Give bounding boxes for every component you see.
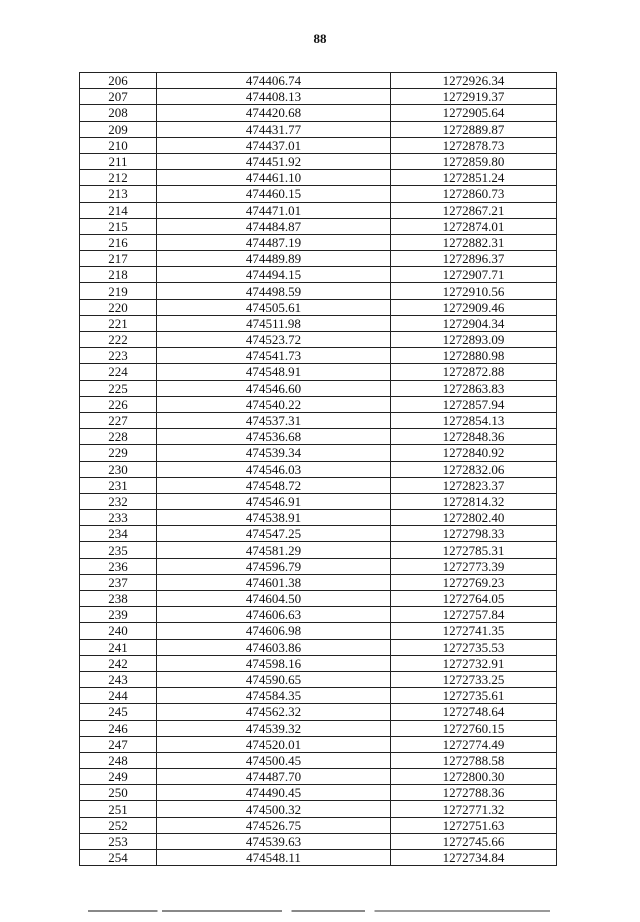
point-number-cell: 241 [80,639,157,655]
y-coordinate-cell: 1272733.25 [391,671,557,687]
point-number-cell: 235 [80,542,157,558]
table-row [80,510,557,526]
point-number-cell: 231 [80,477,157,493]
point-number-cell: 251 [80,801,157,817]
x-coordinate-cell: 474420.68 [157,105,391,121]
x-coordinate-cell: 474520.01 [157,736,391,752]
table-row [80,267,557,283]
x-coordinate-cell: 474498.59 [157,283,391,299]
point-number-cell: 223 [80,348,157,364]
x-coordinate-cell: 474546.60 [157,380,391,396]
table-row [80,785,557,801]
table-row [80,299,557,315]
point-number-cell: 247 [80,736,157,752]
point-number-cell: 212 [80,170,157,186]
y-coordinate-cell: 1272735.53 [391,639,557,655]
y-coordinate-cell: 1272771.32 [391,801,557,817]
x-coordinate-cell: 474541.73 [157,348,391,364]
y-coordinate-cell: 1272760.15 [391,720,557,736]
y-coordinate-cell: 1272802.40 [391,510,557,526]
x-coordinate-cell: 474500.32 [157,801,391,817]
coordinates-table [79,72,557,866]
y-coordinate-cell: 1272832.06 [391,461,557,477]
point-number-cell: 210 [80,137,157,153]
point-number-cell: 221 [80,315,157,331]
table-row [80,704,557,720]
x-coordinate-cell: 474451.92 [157,153,391,169]
table-row [80,186,557,202]
point-number-cell: 236 [80,558,157,574]
y-coordinate-cell: 1272874.01 [391,218,557,234]
y-coordinate-cell: 1272748.64 [391,704,557,720]
point-number-cell: 252 [80,817,157,833]
point-number-cell: 253 [80,833,157,849]
point-number-cell: 250 [80,785,157,801]
y-coordinate-cell: 1272798.33 [391,526,557,542]
y-coordinate-cell: 1272751.63 [391,817,557,833]
y-coordinate-cell: 1272882.31 [391,234,557,250]
point-number-cell: 245 [80,704,157,720]
table-row [80,251,557,267]
y-coordinate-cell: 1272788.36 [391,785,557,801]
table-row [80,396,557,412]
table-row [80,121,557,137]
x-coordinate-cell: 474603.86 [157,639,391,655]
y-coordinate-cell: 1272872.88 [391,364,557,380]
y-coordinate-cell: 1272919.37 [391,89,557,105]
point-number-cell: 230 [80,461,157,477]
table-row [80,332,557,348]
y-coordinate-cell: 1272734.84 [391,850,557,866]
x-coordinate-cell: 474461.10 [157,170,391,186]
point-number-cell: 237 [80,574,157,590]
point-number-cell: 208 [80,105,157,121]
y-coordinate-cell: 1272814.32 [391,493,557,509]
point-number-cell: 228 [80,429,157,445]
table-row [80,801,557,817]
point-number-cell: 233 [80,510,157,526]
table-row [80,218,557,234]
table-row [80,348,557,364]
y-coordinate-cell: 1272735.61 [391,688,557,704]
table-row [80,591,557,607]
point-number-cell: 217 [80,251,157,267]
y-coordinate-cell: 1272840.92 [391,445,557,461]
table-row [80,817,557,833]
y-coordinate-cell: 1272854.13 [391,412,557,428]
y-coordinate-cell: 1272910.56 [391,283,557,299]
table-row [80,202,557,218]
x-coordinate-cell: 474431.77 [157,121,391,137]
y-coordinate-cell: 1272769.23 [391,574,557,590]
y-coordinate-cell: 1272926.34 [391,73,557,89]
point-number-cell: 254 [80,850,157,866]
x-coordinate-cell: 474500.45 [157,752,391,768]
y-coordinate-cell: 1272774.49 [391,736,557,752]
point-number-cell: 207 [80,89,157,105]
y-coordinate-cell: 1272800.30 [391,769,557,785]
y-coordinate-cell: 1272904.34 [391,315,557,331]
table-row [80,542,557,558]
table-row [80,752,557,768]
y-coordinate-cell: 1272905.64 [391,105,557,121]
table-row [80,623,557,639]
table-row [80,688,557,704]
x-coordinate-cell: 474546.91 [157,493,391,509]
y-coordinate-cell: 1272757.84 [391,607,557,623]
y-coordinate-cell: 1272859.80 [391,153,557,169]
x-coordinate-cell: 474484.87 [157,218,391,234]
x-coordinate-cell: 474460.15 [157,186,391,202]
point-number-cell: 215 [80,218,157,234]
x-coordinate-cell: 474471.01 [157,202,391,218]
point-number-cell: 209 [80,121,157,137]
y-coordinate-cell: 1272785.31 [391,542,557,558]
y-coordinate-cell: 1272860.73 [391,186,557,202]
point-number-cell: 214 [80,202,157,218]
x-coordinate-cell: 474487.19 [157,234,391,250]
table-row [80,639,557,655]
x-coordinate-cell: 474606.98 [157,623,391,639]
table-row [80,380,557,396]
x-coordinate-cell: 474487.70 [157,769,391,785]
x-coordinate-cell: 474539.63 [157,833,391,849]
point-number-cell: 216 [80,234,157,250]
y-coordinate-cell: 1272848.36 [391,429,557,445]
coordinates-table-body [80,73,557,866]
point-number-cell: 222 [80,332,157,348]
table-row [80,137,557,153]
y-coordinate-cell: 1272909.46 [391,299,557,315]
table-row [80,170,557,186]
x-coordinate-cell: 474548.11 [157,850,391,866]
point-number-cell: 242 [80,655,157,671]
x-coordinate-cell: 474581.29 [157,542,391,558]
y-coordinate-cell: 1272823.37 [391,477,557,493]
table-row [80,736,557,752]
x-coordinate-cell: 474536.68 [157,429,391,445]
x-coordinate-cell: 474539.34 [157,445,391,461]
y-coordinate-cell: 1272907.71 [391,267,557,283]
x-coordinate-cell: 474590.65 [157,671,391,687]
point-number-cell: 211 [80,153,157,169]
x-coordinate-cell: 474490.45 [157,785,391,801]
x-coordinate-cell: 474548.72 [157,477,391,493]
point-number-cell: 226 [80,396,157,412]
y-coordinate-cell: 1272878.73 [391,137,557,153]
point-number-cell: 206 [80,73,157,89]
x-coordinate-cell: 474562.32 [157,704,391,720]
point-number-cell: 240 [80,623,157,639]
x-coordinate-cell: 474408.13 [157,89,391,105]
y-coordinate-cell: 1272788.58 [391,752,557,768]
table-row [80,153,557,169]
y-coordinate-cell: 1272764.05 [391,591,557,607]
page-number: 88 [313,31,327,46]
y-coordinate-cell: 1272893.09 [391,332,557,348]
table-row [80,607,557,623]
point-number-cell: 229 [80,445,157,461]
x-coordinate-cell: 474601.38 [157,574,391,590]
point-number-cell: 227 [80,412,157,428]
point-number-cell: 218 [80,267,157,283]
x-coordinate-cell: 474538.91 [157,510,391,526]
table-row [80,315,557,331]
table-row [80,833,557,849]
point-number-cell: 225 [80,380,157,396]
point-number-cell: 224 [80,364,157,380]
x-coordinate-cell: 474526.75 [157,817,391,833]
table-row [80,558,557,574]
x-coordinate-cell: 474406.74 [157,73,391,89]
table-row [80,477,557,493]
y-coordinate-cell: 1272867.21 [391,202,557,218]
point-number-cell: 213 [80,186,157,202]
point-number-cell: 238 [80,591,157,607]
table-row [80,105,557,121]
table-row [80,234,557,250]
table-row [80,445,557,461]
point-number-cell: 232 [80,493,157,509]
x-coordinate-cell: 474505.61 [157,299,391,315]
y-coordinate-cell: 1272889.87 [391,121,557,137]
table-row [80,493,557,509]
table-row [80,671,557,687]
table-row [80,850,557,866]
table-row [80,769,557,785]
table-row [80,364,557,380]
x-coordinate-cell: 474547.25 [157,526,391,542]
point-number-cell: 248 [80,752,157,768]
point-number-cell: 239 [80,607,157,623]
x-coordinate-cell: 474494.15 [157,267,391,283]
y-coordinate-cell: 1272745.66 [391,833,557,849]
y-coordinate-cell: 1272896.37 [391,251,557,267]
table-row [80,574,557,590]
x-coordinate-cell: 474548.91 [157,364,391,380]
x-coordinate-cell: 474606.63 [157,607,391,623]
point-number-cell: 219 [80,283,157,299]
x-coordinate-cell: 474437.01 [157,137,391,153]
table-row [80,89,557,105]
table-row [80,429,557,445]
footer-rule [88,910,550,912]
table-row [80,655,557,671]
x-coordinate-cell: 474489.89 [157,251,391,267]
x-coordinate-cell: 474598.16 [157,655,391,671]
table-row [80,283,557,299]
y-coordinate-cell: 1272857.94 [391,396,557,412]
point-number-cell: 220 [80,299,157,315]
y-coordinate-cell: 1272880.98 [391,348,557,364]
x-coordinate-cell: 474540.22 [157,396,391,412]
y-coordinate-cell: 1272863.83 [391,380,557,396]
x-coordinate-cell: 474539.32 [157,720,391,736]
table-row [80,720,557,736]
y-coordinate-cell: 1272773.39 [391,558,557,574]
point-number-cell: 243 [80,671,157,687]
point-number-cell: 246 [80,720,157,736]
y-coordinate-cell: 1272741.35 [391,623,557,639]
x-coordinate-cell: 474511.98 [157,315,391,331]
x-coordinate-cell: 474604.50 [157,591,391,607]
table-row [80,461,557,477]
y-coordinate-cell: 1272732.91 [391,655,557,671]
x-coordinate-cell: 474584.35 [157,688,391,704]
x-coordinate-cell: 474537.31 [157,412,391,428]
table-row [80,526,557,542]
x-coordinate-cell: 474546.03 [157,461,391,477]
y-coordinate-cell: 1272851.24 [391,170,557,186]
x-coordinate-cell: 474523.72 [157,332,391,348]
point-number-cell: 249 [80,769,157,785]
point-number-cell: 244 [80,688,157,704]
table-row [80,73,557,89]
point-number-cell: 234 [80,526,157,542]
table-row [80,412,557,428]
x-coordinate-cell: 474596.79 [157,558,391,574]
